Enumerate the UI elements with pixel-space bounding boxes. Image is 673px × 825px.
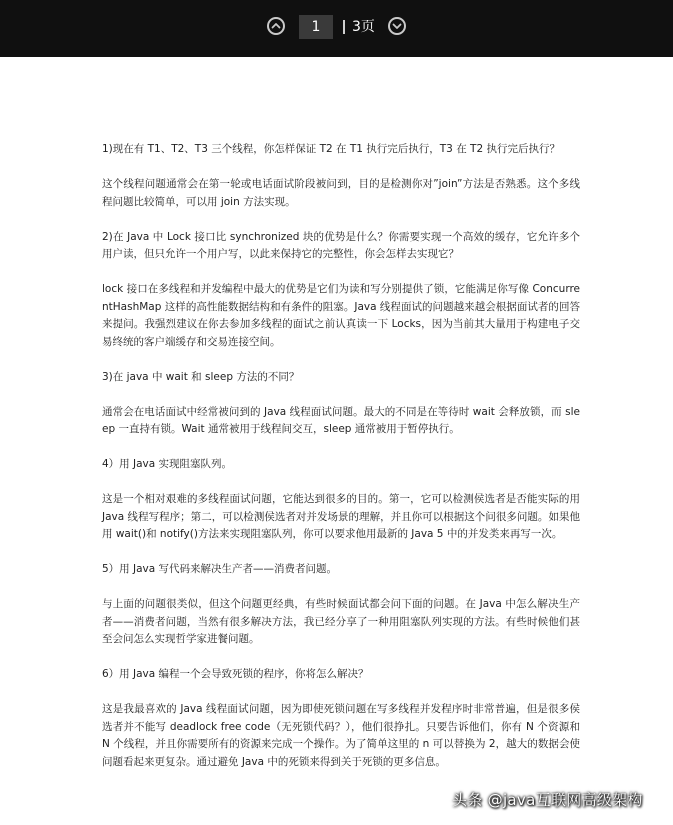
answer-2: lock 接口在多线程和并发编程中最大的优势是它们为读和写分别提供了锁，它能满足你写像 ConcurrentHashMap 这样的高性能数据结构和有条件的阻塞。Java 线程面试的问题越来越会根据面试者的回答来提问。我强烈建议在你去参加多线程的面试之前认真读一下 Locks，因为当前其大量用于构建电子交易终统的客户端缓存和交易连接空间。 [102, 283, 580, 348]
prev-page-button[interactable] [267, 17, 285, 35]
answer-5: 与上面的问题很类似，但这个问题更经典，有些时候面试都会问下面的问题。在 Java 中怎么解决生产者——消费者问题，当然有很多解决方法，我已经分享了一种用阻塞队列实现的方法。有些时候他们甚至会问怎么实现哲学家进餐问题。 [102, 598, 580, 645]
question-2: 2)在 Java 中 Lock 接口比 synchronized 块的优势是什么？你需要实现一个高效的缓存，它允许多个用户读，但只允许一个用户写，以此来保持它的完整性，你会怎样去实现它？ [102, 230, 580, 260]
question-1: 1)现在有 T1、T2、T3 三个线程，你怎样保证 T2 在 T1 执行完后执行，T3 在 T2 执行完后执行？ [102, 143, 560, 155]
question-3: 3)在 java 中 wait 和 sleep 方法的不同？ [102, 370, 300, 383]
page-number-input[interactable] [299, 15, 333, 39]
answer-3: 通常会在电话面试中经常被问到的 Java 线程面试问题。最大的不同是在等待时 wait 会释放锁，而 sleep 一直持有锁。Wait 通常被用于线程间交互，sleep 通常被用于暂停执行。 [102, 405, 580, 435]
total-pages-label: 3页 [352, 19, 375, 35]
question-4: 4）用 Java 实现阻塞队列。 [102, 458, 233, 470]
question-6: 6）用 Java 编程一个会导致死锁的程序，你将怎么解决？ [102, 668, 369, 680]
next-page-button[interactable] [388, 17, 406, 35]
chevron-up-icon [271, 21, 281, 31]
answer-1: 这个线程问题通常会在第一轮或电话面试阶段被问到，目的是检测你对”join”方法是否熟悉。这个多线程问题比较简单，可以用 join 方法实现。 [102, 178, 580, 208]
answer-4: 这是一个相对艰难的多线程面试问题，它能达到很多的目的。第一，它可以检测侯选者是否能实际的用 Java 线程写程序；第二，可以检测侯选者对并发场景的理解，并且你可以根据这个问很多问题。如果他用 wait()和 notify()方法来实现阻塞队列，你可以要求他用最新的 Java 5 中的并发类来再写一次。 [102, 493, 580, 540]
chevron-down-icon [392, 21, 402, 31]
viewer-toolbar [0, 0, 673, 57]
answer-6: 这是我最喜欢的 Java 线程面试问题，因为即使死锁问题在写多线程并发程序时非常普遍，但是很多侯选者并不能写 deadlock free code（无死锁代码？），他们很挣扎。只要告诉他们，你有 N 个资源和 N 个线程，并且你需要所有的资源来完成一个操作。为了简单这里的 n 可以替换为 2，越大的数据会使问题看起来更复杂。通过避免 Java 中的死锁来得到关于死锁的更多信息。 [102, 703, 580, 768]
page-separator [343, 20, 345, 34]
question-5: 5）用 Java 写代码来解决生产者——消费者问题。 [102, 563, 338, 575]
watermark: 头条 @java互联网高级架构 [452, 791, 643, 809]
document-page [102, 141, 580, 789]
